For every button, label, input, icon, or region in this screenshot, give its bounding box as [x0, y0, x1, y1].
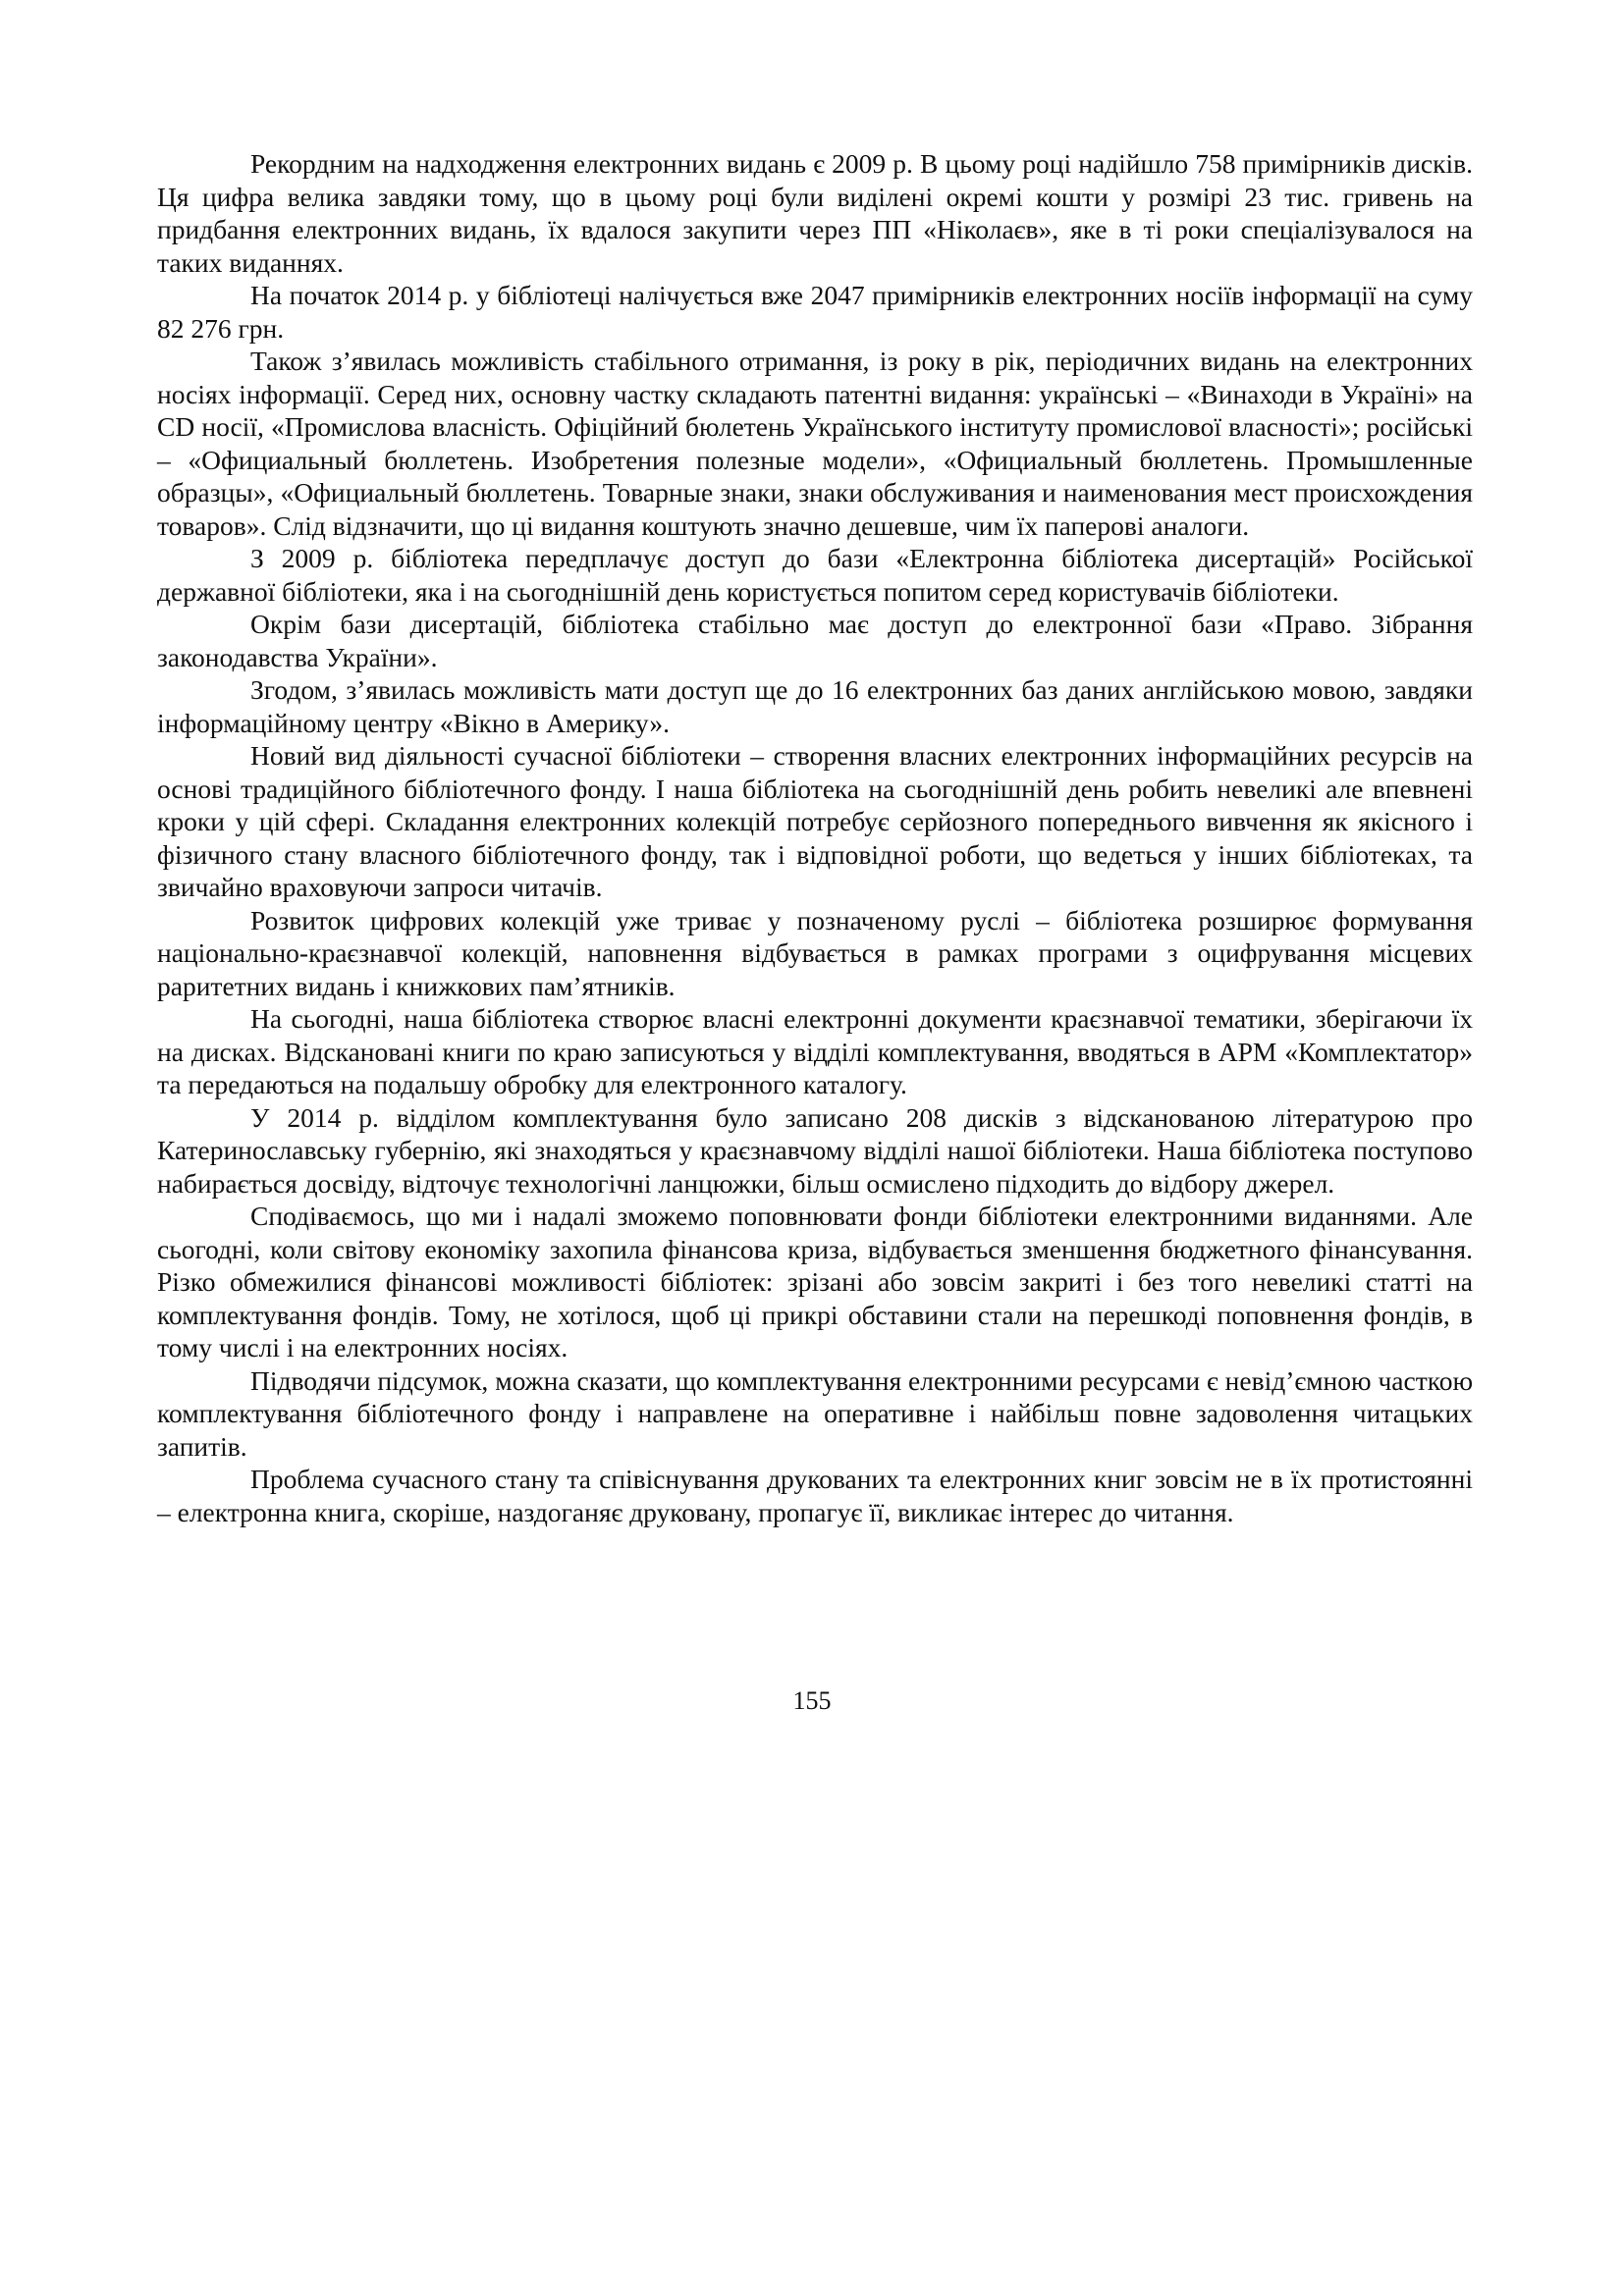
page-body [157, 147, 1473, 1528]
paragraph-1: Рекордним на надходження електронних видань є 2009 р. В цьому році надійшло 758 примірників дисків. Ця цифра велика завдяки тому, що в цьому році були виділені окремі кошти у розмірі 23 тис. гривень на придбання електронних видань, їх вдалося закупити через ПП «Ніколаєв», яке в ті роки спеціалізувалося на таких виданнях. [157, 148, 1473, 278]
paragraph-6: Згодом, з’явилась можливість мати доступ ще до 16 електронних баз даних англійською мовою, завдяки інформаційному центру «Вікно в Америку». [157, 674, 1473, 738]
paragraph-4: З 2009 р. бібліотека передплачує доступ до бази «Електронна бібліотека дисертацій» Російської державної бібліотеки, яка і на сьогоднішній день користується попитом серед користувачів бібліотеки. [157, 543, 1473, 607]
paragraph-2: На початок 2014 р. у бібліотеці налічується вже 2047 примірників електронних носіїв інформації на суму 82 276 грн. [157, 280, 1473, 344]
page-number: 155 [792, 1686, 832, 1715]
paragraph-3: Також з’явилась можливість стабільного отримання, із року в рік, періодичних видань на електронних носіях інформації. Серед них, основну частку складають патентні видання: українські – «Винаходи в Україні» на CD носії, «Промислова власність. Офіційний бюлетень Українського інституту промислової власності»; російські – «Официальный бюллетень. Изобретения полезные модели», «Официальный бюллетень. Промышленные образцы», «Официальный бюллетень. Товарные знаки, знаки обслуживания и наименования мест происхождения товаров». Слід відзначити, що ці видання коштують значно дешевше, чим їх паперові аналоги. [157, 346, 1473, 541]
paragraph-9: На сьогодні, наша бібліотека створює власні електронні документи краєзнавчої тематики, зберігаючи їх на дисках. Відскановані книги по краю записуються у відділі комплектування, вводяться в АРМ «Комплектатор» та передаються на подальшу обробку для електронного каталогу. [157, 1003, 1473, 1099]
paragraph-7: Новий вид діяльності сучасної бібліотеки – створення власних електронних інформаційних ресурсів на основі традиційного бібліотечного фонду. І наша бібліотека на сьогоднішній день робить невеликі але впевнені кроки у цій сфері. Складання електронних колекцій потребує серйозного попереднього вивчення як якісного і фізичного стану власного бібліотечного фонду, так і відповідної роботи, що ведеться у інших бібліотеках, та звичайно враховуючи запроси читачів. [157, 740, 1473, 902]
paragraph-8: Розвиток цифрових колекцій уже триває у позначеному руслі – бібліотека розширює формування національно-краєзнавчої колекцій, наповнення відбувається в рамках програми з оцифрування місцевих раритетних видань і книжкових пам’ятників. [157, 904, 1473, 1001]
paragraph-11: Сподіваємось, що ми і надалі зможемо поповнювати фонди бібліотеки електронними виданнями. Але сьогодні, коли світову економіку захопила фінансова криза, відбувається зменшення бюджетного фінансування. Різко обмежилися фінансові можливості бібліотек: зрізані або зовсім закриті і без того невеликі статті на комплектування фондів. Тому, не хотілося, щоб ці прикрі обставини стали на перешкоді поповнення фондів, в тому числі і на електронних носіях. [157, 1201, 1473, 1362]
paragraph-13: Проблема сучасного стану та співіснування друкованих та електронних книг зовсім не в їх протистоянні – електронна книга, скоріше, наздоганяє друковану, пропагує її, викликає інтерес до читання. [157, 1464, 1473, 1527]
paragraph-10: У 2014 р. відділом комплектування було записано 208 дисків з відсканованою літературою про Катеринославську губернію, які знаходяться у краєзнавчому відділі нашої бібліотеки. Наша бібліотека поступово набирається досвіду, відточує технологічні ланцюжки, більш осмислено підходить до відбору джерел. [157, 1101, 1473, 1199]
paragraph-12: Підводячи підсумок, можна сказати, що комплектування електронними ресурсами є невід’ємною часткою комплектування бібліотечного фонду і направлене на оперативне і найбільш повне задоволення читацьких запитів. [157, 1364, 1473, 1462]
paragraph-5: Окрім бази дисертацій, бібліотека стабільно має доступ до електронної бази «Право. Зібрання законодавства України». [157, 609, 1473, 672]
